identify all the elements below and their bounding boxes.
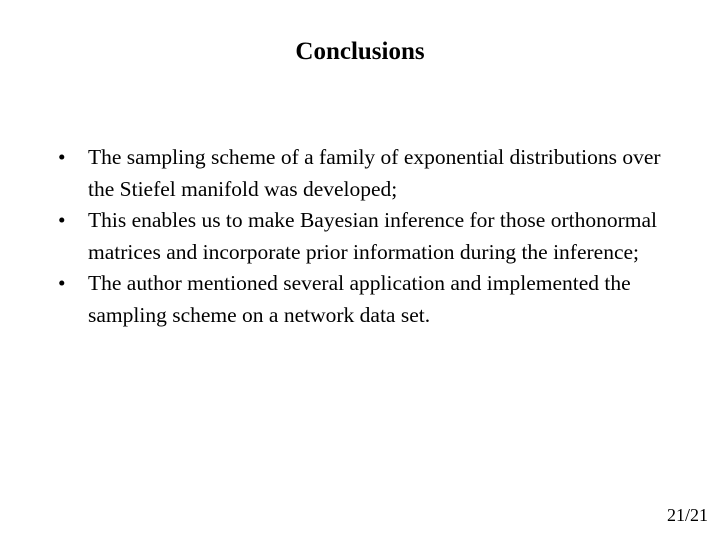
bullet-text: The sampling scheme of a family of exponential distributions over the Stiefel manifold was developed; [88, 145, 661, 201]
bullet-icon: • [58, 145, 66, 169]
slide-title: Conclusions [295, 38, 425, 65]
bullet-text: The author mentioned several application and implemented the sampling scheme on a network data set. [88, 271, 631, 327]
bullet-text: This enables us to make Bayesian inference for those orthonormal matrices and incorporate prior information during the inference; [88, 208, 657, 264]
bullet-item [58, 205, 678, 268]
bullet-icon: • [58, 208, 66, 232]
bullet-item [58, 268, 678, 331]
bullet-icon: • [58, 271, 66, 295]
bullet-item [58, 142, 678, 205]
bullet-list [58, 142, 678, 331]
page-number: 21/21 [666, 505, 708, 525]
